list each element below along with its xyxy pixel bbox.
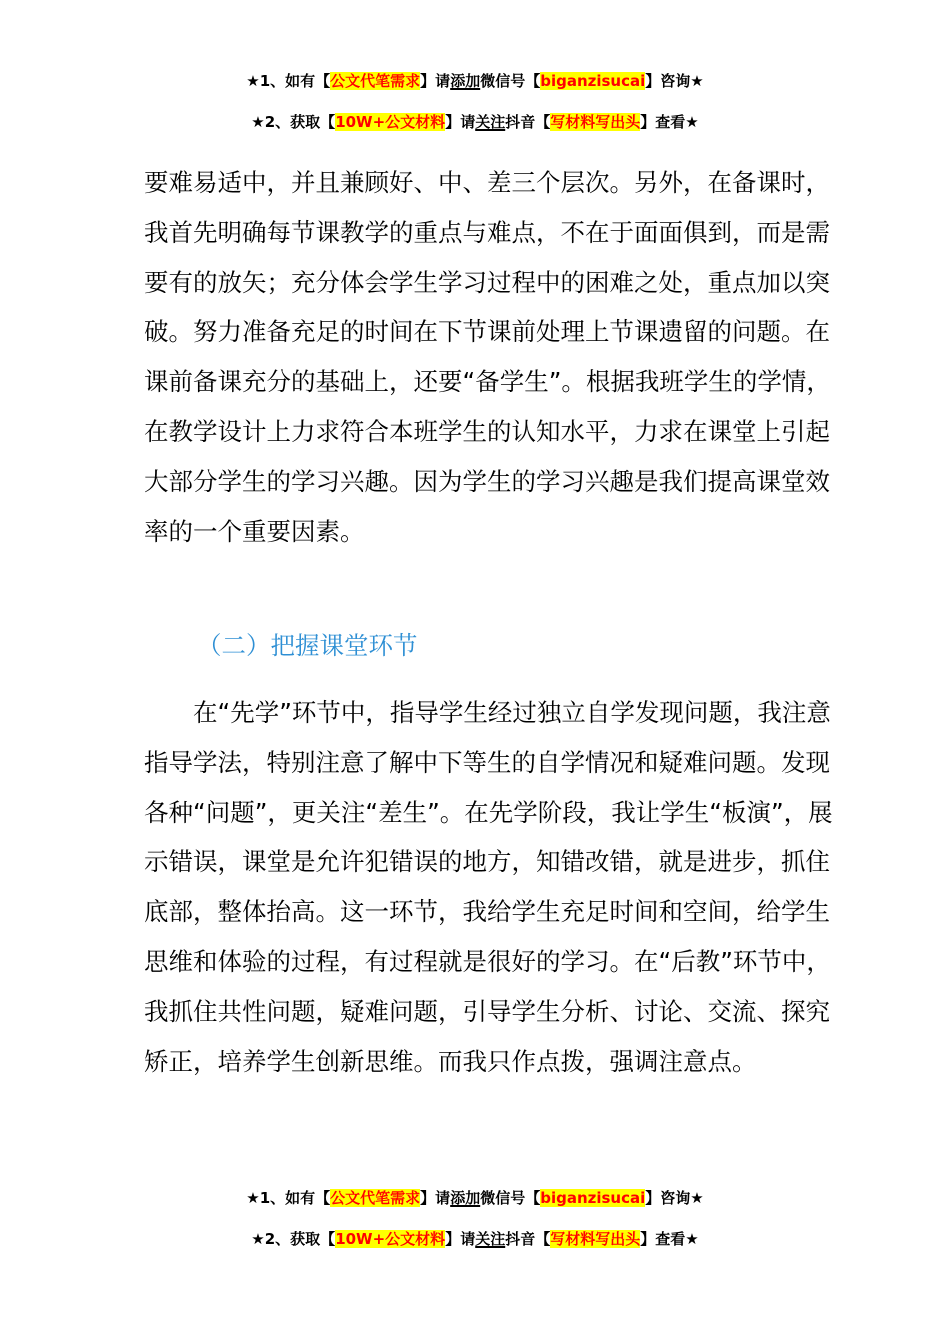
promo-text: ★1、如有【 [246, 72, 331, 90]
header-promo-line-1 [0, 70, 950, 92]
highlight-text: 10W+公文材料 [335, 113, 446, 131]
footer-promo-line-2 [0, 1228, 950, 1250]
emphasis-text: 添加 [450, 1189, 481, 1207]
highlight-text: biganzisucai [540, 72, 646, 90]
section-heading: （二）把握课堂环节 [197, 631, 418, 660]
highlight-text: 写材料写出头 [550, 113, 641, 131]
body-paragraph-2: 在“先学”环节中，指导学生经过独立自学发现问题，我注意指导学法，特别注意了解中下等生的自学情况和疑难问题。发现各种“问题”，更关注“差生”。在先学阶段，我让学生“板演”，展示错误，课堂是允许犯错误的地方，知错改错，就是进步，抓住底部，整体抬高。这一环节，我给学生充足时间和空间，给学生思维和体验的过程，有过程就是很好的学习。在“后教”环节中，我抓住共性问题，疑难问题，引导学生分析、讨论、交流、探究矫正，培养学生创新思维。而我只作点拨，强调注意点。 [144, 698, 833, 1076]
highlight-text: 写材料写出头 [550, 1230, 641, 1248]
body-paragraph-1: 要难易适中，并且兼顾好、中、差三个层次。另外，在备课时，我首先明确每节课教学的重点与难点，不在于面面俱到，而是需要有的放矢；充分体会学生学习过程中的困难之处，重点加以突破。努力准备充足的时间在下节课前处理上节课遗留的问题。在课前备课充分的基础上，还要“备学生”。根据我班学生的学情，在教学设计上力求符合本班学生的认知水平，力求在课堂上引起大部分学生的学习兴趣。因为学生的学习兴趣是我们提高课堂效率的一个重要因素。 [144, 168, 831, 546]
highlight-text: biganzisucai [540, 1189, 646, 1207]
promo-text: 】请 [445, 1230, 476, 1248]
emphasis-text: 添加 [450, 72, 481, 90]
promo-text: 】咨询★ [645, 1189, 704, 1207]
promo-text: ★2、获取【 [251, 1230, 336, 1248]
promo-text: 】请 [445, 113, 476, 131]
highlight-text: 公文代笔需求 [330, 1189, 421, 1207]
header-promo-line-2 [0, 111, 950, 133]
promo-text: 】请 [420, 72, 451, 90]
footer-promo-line-1 [0, 1187, 950, 1209]
highlight-text: 10W+公文材料 [335, 1230, 446, 1248]
promo-text: 】查看★ [640, 1230, 699, 1248]
promo-text: 微信号【 [480, 1189, 541, 1207]
promo-text: 】查看★ [640, 113, 699, 131]
promo-text: 抖音【 [505, 1230, 551, 1248]
promo-text: ★1、如有【 [246, 1189, 331, 1207]
promo-text: 抖音【 [505, 113, 551, 131]
emphasis-text: 关注 [475, 1230, 506, 1248]
highlight-text: 公文代笔需求 [330, 72, 421, 90]
promo-text: 】请 [420, 1189, 451, 1207]
promo-text: 微信号【 [480, 72, 541, 90]
promo-text: ★2、获取【 [251, 113, 336, 131]
emphasis-text: 关注 [475, 113, 506, 131]
promo-text: 】咨询★ [645, 72, 704, 90]
